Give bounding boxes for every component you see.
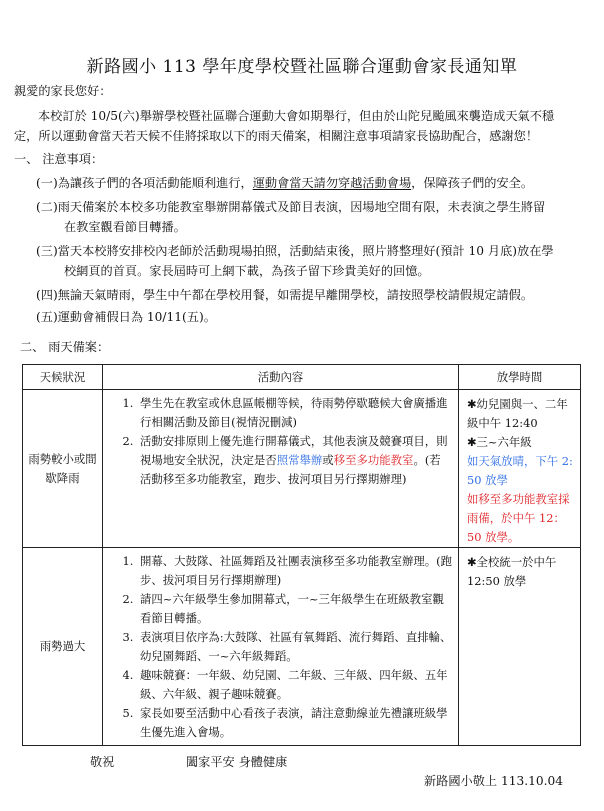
note-item-5: (五)運動會補假日為 10/11(五)。 (36, 310, 216, 324)
header-weather: 天候狀況 (23, 365, 103, 390)
note-item-1 (36, 176, 533, 191)
activity-cell-light-rain (103, 390, 459, 548)
table-row-light-rain (23, 390, 581, 548)
condition-light-rain: 雨勢較小或間歇降雨 (23, 390, 103, 548)
note-item-1-prefix: (一)為讓孩子們的各項活動能順利進行， (36, 176, 253, 190)
dismissal-time: 12:50 放學 (467, 574, 527, 588)
header-activity: 活動內容 (103, 365, 459, 390)
list-item (137, 432, 452, 489)
section-heading-rain-plan: 二、 雨天備案： (20, 340, 110, 354)
note-item-1-emphasis: 運動會當天請勿穿越活動會場 (252, 176, 412, 190)
dismissal-sunny: 如天氣放晴，下午 2: 50 放學 (467, 454, 573, 487)
closing-respect: 敬祝 (90, 755, 115, 769)
activity-cell-heavy-rain (103, 548, 459, 746)
condition-heavy-rain: 雨勢過大 (23, 548, 103, 746)
note-item-3-line-1: (三)當天本校將安排校內老師於活動現場拍照，活動結束後，照片將整理好(預計 10 月底)放在學 (36, 244, 554, 258)
signature: 新路國小敬上 113.10.04 (424, 774, 564, 788)
dismissal-kindergarten: ✱幼兒園與一、二年級中午 12:40 (467, 397, 568, 430)
list-item: 5. 家長如要至活動中心看孩子表演，請注意動線並先禮讓班級學生優先進入會場。 (137, 704, 452, 742)
intro-line-2: 定，所以運動會當天若天候不佳將採取以下的雨天備案，相關注意事項請家長協助配合，感謝您！ (14, 129, 539, 143)
rain-plan-table (22, 364, 581, 746)
note-item-4: (四)無論天氣晴雨，學生中午都在學校用餐，如需提早離開學校，請按照學校請假規定請假。 (36, 288, 534, 302)
dismissal-cell-heavy-rain (459, 548, 581, 746)
list-item: 2. 請四~六年級學生參加開幕式，一~三年級學生在班級教室觀看節目轉播。 (137, 590, 452, 628)
list-item: 3. 表演項目依序為:大鼓隊、社區有氧舞蹈、流行舞蹈、直排輪、幼兒園舞蹈、一~六年級舞蹈。 (137, 628, 452, 666)
list-item: 1. 開幕、大鼓隊、社區舞蹈及社團表演移至多功能教室辦理。(跑步、拔河項目另行擇期辦理) (137, 552, 452, 590)
greeting: 親愛的家長您好： (14, 84, 112, 98)
note-item-3-line-2: 校網頁的首頁。家長屆時可上網下載，為孩子留下珍貴美好的回憶。 (64, 264, 430, 278)
table-row-heavy-rain (23, 548, 581, 746)
dismissal-cell-light-rain (459, 390, 581, 548)
activity-text: 。(若活動移至多功能教室，跑步、拔河項目另行擇期辦理) (140, 453, 441, 486)
closing-wish: 闔家平安 身體健康 (186, 755, 288, 769)
activity-highlight-move: 移至多功能教室 (333, 453, 414, 467)
activity-text: 或 (322, 453, 334, 467)
activity-list-light-rain (103, 394, 452, 489)
section-heading-notes: 一、 注意事項： (14, 152, 104, 166)
table-header-row (23, 365, 581, 390)
intro-line-1: 本校訂於 10/5(六)舉辦學校暨社區聯合運動大會如期舉行，但由於山陀兒颱風來襲造成天氣不穩 (38, 109, 555, 123)
note-item-2-line-1: (二)雨天備案於本校多功能教室舉辦開幕儀式及節目表演，因場地空間有限，未表演之學生將留 (36, 200, 546, 214)
activity-list-heavy-rain (103, 552, 452, 742)
activity-highlight-normal: 照常舉辦 (276, 453, 323, 467)
note-item-2-line-2: 在教室觀看節目轉播。 (64, 220, 186, 234)
list-item: 4. 趣味競賽：一年級、幼兒園、二年級、三年級、四年級、五年級、六年級、親子趣味競賽。 (137, 666, 452, 704)
note-item-1-suffix: ，保障孩子們的安全。 (411, 176, 534, 190)
dismissal-grade-3-6: ✱三~六年級 (467, 435, 532, 449)
dismissal-all-school: ✱全校統一於中午 (467, 555, 557, 569)
list-item: 1. 學生先在教室或休息區帳棚等候，待雨勢停歇聽候大會廣播進行相關活動及節目(視情況刪減) (137, 394, 452, 432)
activity-text: 活動安排原則上優先進行開幕儀式，其他表演及競賽項目，則視場地安全狀況，決定是否 (140, 434, 448, 467)
header-dismissal: 放學時間 (459, 365, 581, 390)
dismissal-indoor: 如移至多功能教室採雨備，於中午 12：50 放學。 (467, 492, 570, 544)
document-title: 新路國小 113 學年度學校暨社區聯合運動會家長通知單 (86, 57, 518, 77)
